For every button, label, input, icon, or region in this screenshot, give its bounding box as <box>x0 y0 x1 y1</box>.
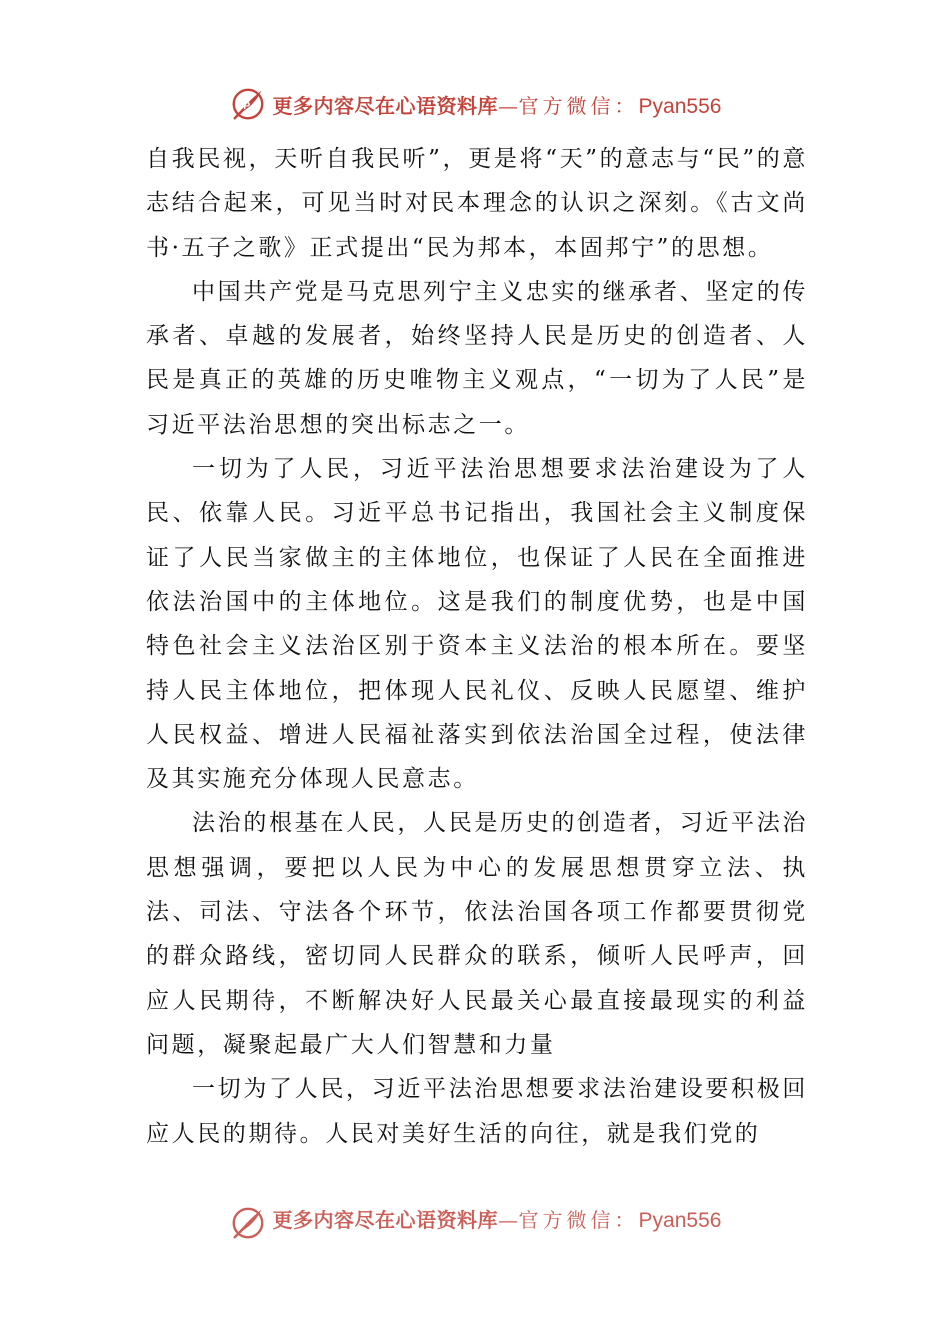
brand-name: 更多内容尽在心语资料库 <box>272 93 499 118</box>
svg-text:P: P <box>242 100 250 112</box>
paragraph: 一切为了人民，习近平法治思想要求法治建设为了人民、依靠人民。习近平总书记指出，我国社会主义制度保证了人民当家做主的主体地位，也保证了人民在全面推进依法治国中的主体地位。这是我们的制度优势，也是中国特色社会主义法治区别于资本主义法治的根本所在。要坚持人民主体地位，把体现人民礼仪、反映人民愿望、维护人民权益、增进人民福祉落实到依法治国全过程，使法律及其实施充分体现人民意志。 <box>146 456 808 793</box>
header-text <box>273 90 722 119</box>
brand-name: 更多内容尽在心语资料库 <box>272 1207 499 1232</box>
wechat-id: Pyan556 <box>638 94 722 118</box>
wechat-label: 官方微信： <box>518 1207 639 1232</box>
separator-dash: — <box>498 93 519 118</box>
header-banner <box>0 84 950 124</box>
paragraph: 法治的根基在人民，人民是历史的创造者，习近平法治思想强调，要把以人民为中心的发展思想贯穿立法、执法、司法、守法各个环节，依法治国各项工作都要贯彻党的群众路线，密切同人民群众的联系，倾听人民呼声，回应人民期待，不断解决好人民最关心最直接最现实的利益问题，凝聚起最广大人们智慧和力量 <box>146 810 808 1058</box>
wechat-id: Pyan556 <box>638 1208 722 1232</box>
footer-banner <box>0 1203 950 1243</box>
paragraph: 一切为了人民，习近平法治思想要求法治建设要积极回应人民的期待。人民对美好生活的向往，就是我们党的 <box>146 1076 808 1147</box>
separator-dash: — <box>498 1207 519 1232</box>
paragraph-continued: 自我民视，天听自我民听”，更是将“天”的意志与“民”的意志结合起来，可见当时对民本理念的认识之深刻。《古文尚书·五子之歌》正式提出“民为邦本，本固邦宁”的思想。 <box>146 146 808 261</box>
paragraph: 中国共产党是马克思列宁主义忠实的继承者、坚定的传承者、卓越的发展者，始终坚持人民是历史的创造者、人民是真正的英雄的历史唯物主义观点，“一切为了人民”是习近平法治思想的突出标志之一。 <box>146 278 808 438</box>
footer-text <box>273 1204 722 1233</box>
quill-logo-icon <box>229 1204 267 1242</box>
wechat-label: 官方微信： <box>518 93 639 118</box>
document-body <box>146 137 808 1156</box>
quill-logo-icon <box>229 85 267 123</box>
